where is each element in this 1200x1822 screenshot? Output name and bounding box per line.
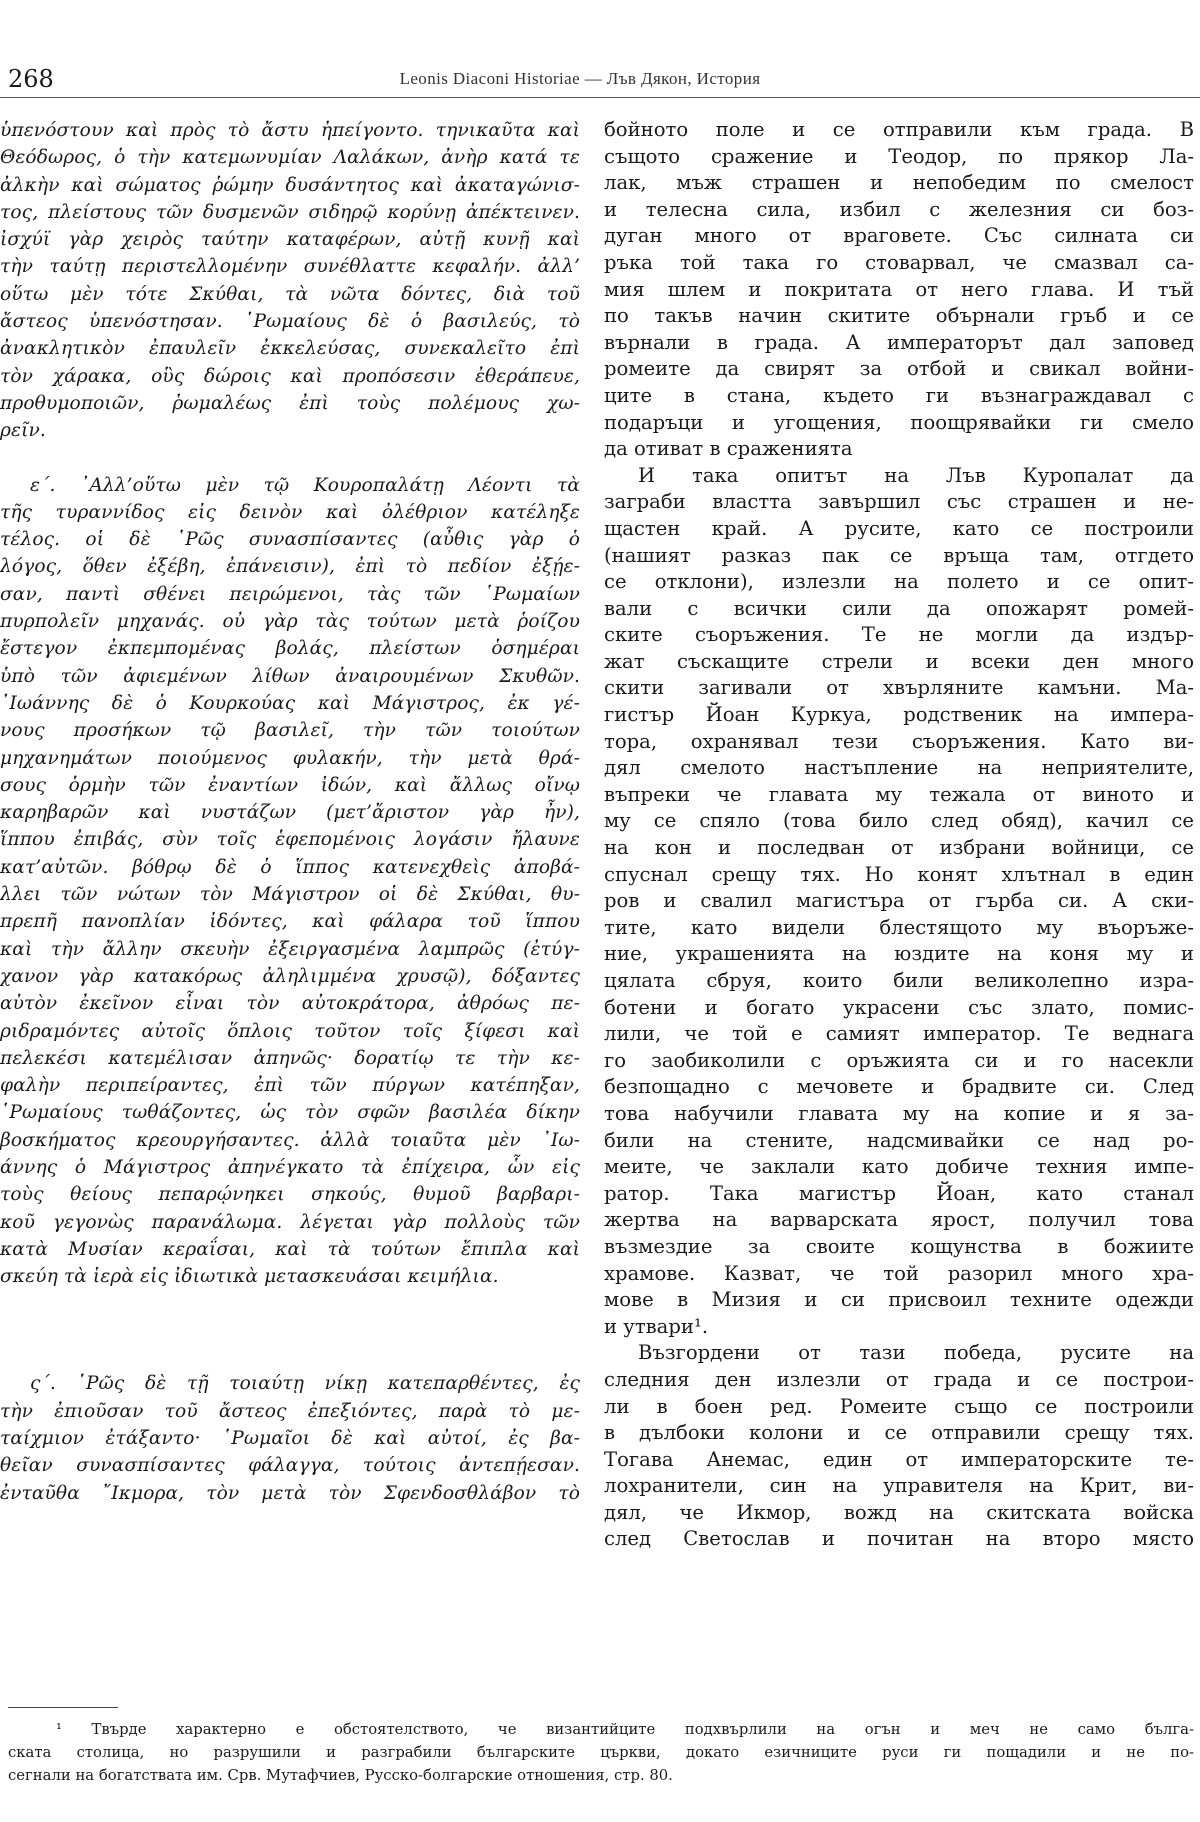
bulgarian-text-line: следния ден излезли от града и се построи- — [604, 1367, 1194, 1391]
greek-text-line: ἀνακλητικὸν ἐπαυλεῖν ἐκκελεύσας, συνεκαλεῖτο ἐπὶ — [0, 338, 580, 360]
bulgarian-text-line: по такъв начин скитите обърнали гръб и се — [604, 304, 1194, 328]
greek-text-line: ὑπὸ τῶν ἀφιεμένων λίθων ἀναιρουμένων Σκυθῶν. — [0, 665, 580, 687]
greek-text-line: ἰσχύϊ γὰρ χειρὸς ταύτην καταφέρων, αὐτῇ κυνῇ καὶ — [0, 229, 580, 251]
greek-text-line: ἵππου ἐπιβάς, σὺν τοῖς ἑφεπομένοις λογάσιν ἤλαυνε — [0, 829, 580, 851]
greek-text-line: θεῖαν συνασπίσαντες φάλαγγα, τούτοις ἀντεπῄεσαν. — [0, 1455, 580, 1477]
greek-text-line: τὴν ἐπιοῦσαν τοῦ ἄστεος ἐπεξιόντες, παρὰ τὸ με- — [0, 1400, 580, 1422]
greek-text-line: ἐνταῦθα ῎Ικμορα, τὸν μετὰ τὸν Σφενδοσθλάβον τὸ — [0, 1482, 580, 1504]
bulgarian-text-line: вали с всички сили да опожарят ромей- — [604, 596, 1194, 620]
greek-text-line: ριδραμόντες αὐτοῖς ὅπλοις τοῦτον τοῖς ξίφεσι καὶ — [0, 1020, 580, 1042]
bulgarian-text-line: тите, като видели блестящото му въоръже- — [604, 915, 1194, 939]
bulgarian-text-line: мия шлем и покритата от него глава. И тъй — [604, 277, 1194, 301]
greek-text-line: ἄστεος ὑπενόστησαν. ῾Ρωμαίους δὲ ὁ βασιλεύς, τὸ — [0, 311, 580, 333]
bulgarian-text-line: и телесна сила, избил с железния си боз- — [604, 197, 1194, 221]
greek-text-line: βοσκήματος κρεουργήσαντες. ἀλλὰ τοιαῦτα μὲν ᾿Ιω- — [0, 1129, 580, 1151]
greek-text-line: λλει τῶν νώτων τὸν Μάγιστρον οἱ δὲ Σκύθαι, θυ- — [0, 884, 580, 906]
bulgarian-text-line: спуснал срещу тях. Но конят хлътнал в един — [604, 862, 1194, 886]
greek-text-line: σους ὁρμὴν τῶν ἐναντίων ἰδών, καὶ ἄλλως οἴνῳ — [0, 774, 580, 796]
bulgarian-text-line: в дълбоки колони и се отправили срещу тях. — [604, 1421, 1194, 1445]
greek-text-line: ταίχμιον ἐτάξαντο· ῾Ρωμαῖοι δὲ καὶ αὐτοί, ἐς βα- — [0, 1428, 580, 1450]
bulgarian-text-line: гистър Йоан Куркуа, родственик на импера- — [604, 703, 1194, 727]
bulgarian-text-line: жат съскащите стрели и всеки ден много — [604, 649, 1194, 673]
footnote-line: сегнали на богатствата им. Срв. Мутафчиев, Русско-болгарские отношения, стр. 80. — [8, 1767, 673, 1784]
bulgarian-text-line: дял, че Икмор, вожд на скитската войска — [604, 1500, 1194, 1524]
greek-text-line: καὶ τὴν ἄλλην σκευὴν ἐξειργασμένα λαμπρῶς (ἐτύγ- — [0, 938, 580, 960]
bulgarian-text-line: ските съоръжения. Те не могли да издър- — [604, 623, 1194, 647]
greek-paragraph-chapter-5 — [0, 472, 580, 1291]
footnote — [8, 1718, 1194, 1787]
bulgarian-text-line: дуган много от враговете. Със силната си — [604, 224, 1194, 248]
greek-text-line: ἀλκὴν καὶ σώματος ῥώμην δυσάντητος καὶ ἀκαταγώνισ- — [0, 174, 580, 196]
bulgarian-text-line: това набучили главата му на копие и я за- — [604, 1101, 1194, 1125]
greek-text-line: πελεκέσι κατεμέλισαν ἀπηνῶς· δορατίῳ τε τὴν κε- — [0, 1047, 580, 1069]
footnote-line: ската столица, но разрушили и разграбили българските църкви, докато езичниците руси ги пощадили и не по- — [8, 1744, 1194, 1761]
bulgarian-text-line: Тогава Анемас, един от императорските те- — [604, 1447, 1194, 1471]
greek-text-line: ᾿Ιωάννης δὲ ὁ Κουρκούας καὶ Μάγιστρος, ἐκ γέ- — [0, 692, 580, 714]
bulgarian-text-line: тора, охранявал тези съоръжения. Като ви- — [604, 729, 1194, 753]
page-header — [0, 64, 1200, 98]
greek-text-line: λόγος, ὅθεν ἐξέβη, ἐπάνεισιν), ἐπὶ τὸ πεδίον ἐξῄε- — [0, 556, 580, 578]
bulgarian-text-line: ли в боен ред. Ромеите също се построили — [604, 1394, 1194, 1418]
greek-text-column — [0, 117, 580, 1507]
paragraph-gap — [0, 445, 580, 472]
greek-text-line: πρεπῆ πανοπλίαν ἰδόντες, καὶ φάλαρα τοῦ ἵππου — [0, 911, 580, 933]
footnote-line: ¹ Твърде характерно е обстоятелството, че византийците подхвърлили на огън и меч не само бълга- — [56, 1721, 1194, 1738]
bulgarian-text-line: да отиват в сраженията — [604, 437, 853, 461]
greek-text-line: σαν, παντὶ σθένει πειρώμενοι, τὰς τῶν ῾Ρωμαίων — [0, 583, 580, 605]
greek-text-line: χανον γὰρ κατακόρως ἀληλιμμένα χρυσῷ), δόξαντες — [0, 965, 580, 987]
bulgarian-text-line: щастен край. А русите, като се построили — [604, 516, 1194, 540]
greek-text-line: τὸν χάρακα, οὓς δώροις καὶ προπόσεσιν ἐθεράπευε, — [0, 365, 580, 387]
header-rule — [0, 97, 1200, 98]
greek-text-line: τέλος. οἱ δὲ ῾Ρῶς συνασπίσαντες (αὖθις γὰρ ὁ — [0, 529, 580, 551]
bulgarian-text-line: били на стените, надсмивайки се над ро- — [604, 1128, 1194, 1152]
bulgarian-text-line: И така опитът на Лъв Куропалат да — [638, 463, 1194, 487]
greek-text-line: ε΄. ᾿Αλλ’οὕτω μὲν τῷ Κουροπαλάτῃ Λέοντι τὰ — [30, 474, 580, 496]
bulgarian-translation-column — [604, 117, 1194, 1553]
footnote-rule — [8, 1707, 118, 1708]
greek-paragraph-chapter-6 — [0, 1370, 580, 1506]
bulgarian-text-line: въпреки че главата му тежала от виното и — [604, 782, 1194, 806]
page-number: 268 — [8, 65, 54, 93]
bulgarian-text-line: ние, украшенията на юздите на коня му и — [604, 942, 1194, 966]
greek-text-line: προθυμοποιῶν, ῥωμαλέως ἐπὶ τοὺς πολέμους χω- — [0, 392, 580, 414]
greek-text-line: ρεῖν. — [0, 420, 46, 442]
bulgarian-text-line: безпощадно с мечовете и брадвите си. След — [604, 1075, 1194, 1099]
bulgarian-text-line: лили, че той е самият император. Те веднага — [604, 1022, 1194, 1046]
bulgarian-text-line: се отклони), излезли на полето и се опит- — [604, 570, 1194, 594]
greek-text-line: ῾Ρωμαίους τωθάζοντες, ὡς τὸν σφῶν βασιλέα δίκην — [0, 1102, 580, 1124]
bulgarian-text-line: мове в Мизия и си присвоил техните одежди — [604, 1288, 1194, 1312]
greek-text-line: ς΄. ῾Ρῶς δὲ τῇ τοιαύτῃ νίκῃ κατεπαρθέντες, ἐς — [30, 1373, 580, 1395]
bulgarian-text-line: заграби властта завършил със страшен и не- — [604, 490, 1194, 514]
greek-text-line: Θεόδωρος, ὁ τὴν κατεμωνυμίαν Λαλάκων, ἀνὴρ κατά τε — [0, 147, 580, 169]
bulgarian-text-line: жертва на варварската ярост, получил това — [604, 1208, 1194, 1232]
bulgarian-text-line: лак, мъж страшен и непобедим по смелост — [604, 171, 1194, 195]
bulgarian-text-line: ратор. Така магистър Йоан, като станал — [604, 1181, 1194, 1205]
bulgarian-text-line: му се спяло (това било след обяд), качил се — [604, 809, 1194, 833]
bulgarian-text-line: на кон и последван от избрани войници, се — [604, 836, 1194, 860]
bulgarian-text-line: Възгордени от тази победа, русите на — [638, 1341, 1194, 1365]
greek-text-line: κοῦ γεγονὼς παρανάλωμα. λέγεται γὰρ πολλοὺς τῶν — [0, 1211, 580, 1233]
bulgarian-text-line: и утвари¹. — [604, 1314, 709, 1338]
bulgarian-text-line: ботени и богато украсени със злато, помис- — [604, 995, 1194, 1019]
greek-text-line: οὕτω μὲν τότε Σκύθαι, τὰ νῶτα δόντες, διὰ τοῦ — [0, 283, 580, 305]
bulgarian-text-line: ците в стана, където ги възнаграждавал с — [604, 383, 1194, 407]
bulgarian-text-line: ръка той така го стоварвал, че смазвал са- — [604, 250, 1194, 274]
bulgarian-text-line: върнали в града. А императорът дал заповед — [604, 330, 1194, 354]
greek-text-line: άννης ὁ Μάγιστρος ἀπηνέγκατο τὰ ἐπίχειρα, ὧν εἰς — [0, 1156, 580, 1178]
greek-text-line: σκεύη τὰ ἱερὰ εἰς ἰδιωτικὰ μετασκευάσαι κειμήλια. — [0, 1266, 499, 1288]
bulgarian-text-line: меите, че заклали като добиче техния импе- — [604, 1155, 1194, 1179]
bulgarian-translation-text — [604, 117, 1194, 1553]
greek-text-line: τοὺς θείους πεπαρῴνηκει σηκούς, θυμοῦ βαρβαρι- — [0, 1184, 580, 1206]
bulgarian-text-line: цялата сбруя, които били великолепно изра- — [604, 969, 1194, 992]
greek-text-line: κατὰ Μυσίαν κεραΐσαι, καὶ τὰ τούτων ἔπιπλα καὶ — [0, 1238, 580, 1260]
bulgarian-text-line: ров и свалил магистъра от гърба си. А ски- — [604, 889, 1194, 913]
greek-text-line: νους προσήκων τῷ βασιλεῖ, τὴν τῶν τοιούτων — [0, 720, 580, 742]
greek-text-line: τος, πλείστους τῶν δυσμενῶν σιδηρῷ κορύνῃ ἀπέκτεινεν. — [0, 201, 580, 223]
greek-text-line: καρηβαρῶν καὶ νυστάζων (μετ’ἄριστον γὰρ ἦν), — [0, 802, 580, 824]
bulgarian-text-line: ромеите да свирят за отбой и свикал войни- — [604, 357, 1194, 381]
bulgarian-text-line: възмездие за своите кощунства в божиите — [604, 1234, 1194, 1258]
bulgarian-text-line: скити загивали от хвърляните камъни. Ма- — [604, 676, 1194, 700]
greek-text-line: ὑπενόστουν καὶ πρὸς τὸ ἄστυ ἠπείγοντο. τηνικαῦτα καὶ — [0, 120, 580, 141]
paragraph-gap — [0, 1290, 580, 1370]
greek-paragraph-end-of-chapter-4 — [0, 117, 580, 445]
bulgarian-text-line: подаръци и угощения, поощрявайки ги смело — [604, 410, 1194, 434]
greek-text-line: μηχανημάτων ποιούμενος φυλακήν, τὴν μετὰ θρά- — [0, 747, 580, 769]
bulgarian-text-line: бойното поле и се отправили към града. В — [604, 118, 1194, 141]
bulgarian-text-line: същото сражение и Теодор, по прякор Ла- — [604, 144, 1194, 168]
greek-text-line: κατ’αὐτῶν. βόθρῳ δὲ ὁ ἵππος κατενεχθεὶς ἀποβά- — [0, 856, 580, 878]
greek-text-line: ἔστεγον ἐκπεμπομένας βολάς, πλείστων ὁσημέραι — [0, 638, 580, 660]
greek-text-line: τῆς τυραννίδος εἰς δεινὸν καὶ ὀλέθριον κατέληξε — [0, 501, 580, 523]
greek-text-line: πυρπολεῖν μηχανάς. οὐ γὰρ τὰς τούτων μετὰ ῥοίζου — [0, 611, 580, 633]
bulgarian-text-line: храмове. Казват, че той разорил много хра- — [604, 1261, 1194, 1285]
greek-text-line: φαλὴν περιπείραντες, ἐπὶ τῶν πύργων κατέπηξαν, — [0, 1075, 580, 1097]
greek-text-line: αὐτὸν ἐκεῖνον εἶναι τὸν αὐτοκράτορα, ἀθρόως πε- — [0, 993, 580, 1015]
bulgarian-text-line: след Светослав и почитан на второ място — [604, 1527, 1194, 1551]
bulgarian-text-line: (нашият разказ пак се връща там, отгдето — [604, 543, 1194, 567]
bulgarian-text-line: дял смелото настъпление на неприятелите, — [604, 756, 1194, 780]
bulgarian-text-line: лохранители, син на управителя на Крит, ви- — [604, 1474, 1194, 1498]
running-title: Leonis Diaconi Historiae — Лъв Дякон, История — [399, 69, 761, 88]
greek-text-line: τὴν ταύτῃ περιστελλομένην συνέθλαττε κεφαλήν. ἀλλ’ — [0, 256, 580, 278]
bulgarian-text-line: го заобиколили с оръжията си и го насекли — [604, 1048, 1194, 1072]
